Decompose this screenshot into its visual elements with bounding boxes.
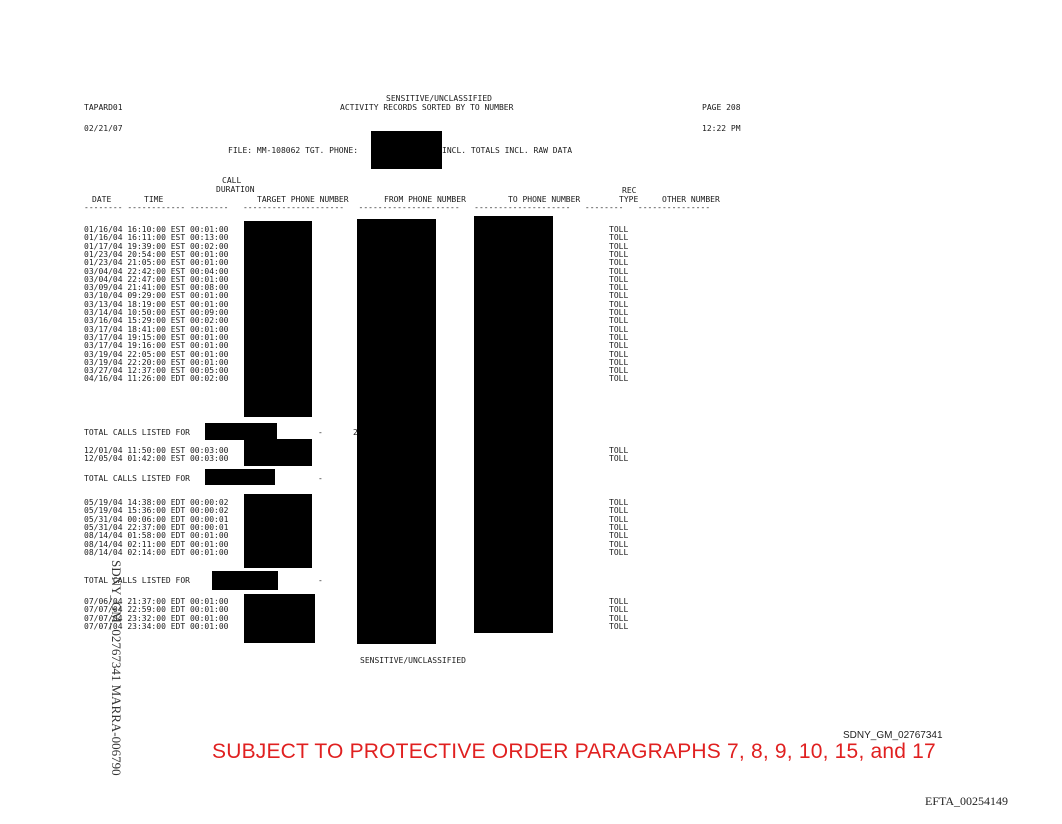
record-type: TOLL	[609, 349, 629, 359]
record-type: TOLL	[609, 531, 629, 541]
record-datetime-duration: 07/06/04 21:37:00 EDT 00:01:00	[84, 597, 229, 606]
record-type: TOLL	[609, 613, 629, 623]
record-datetime-duration: 08/14/04 02:14:00 EDT 00:01:00	[84, 547, 229, 557]
header-rule: -------- ------------ -------- --------------------- --------------------- -------------------- -------- ---------------	[84, 203, 711, 212]
total-count-1: 2	[353, 428, 358, 437]
efta-number: EFTA_00254149	[925, 794, 1009, 808]
record-type: TOLL	[609, 233, 629, 243]
table-row	[84, 341, 629, 351]
record-type: TOLL	[609, 454, 629, 464]
col-from-phone: FROM PHONE NUMBER	[384, 195, 466, 204]
record-type: TOLL	[609, 547, 629, 557]
record-datetime-duration: 05/19/04 15:36:00 EDT 00:00:02	[84, 506, 229, 516]
redaction-target-group3	[244, 494, 312, 568]
record-datetime-duration: 03/27/04 12:37:00 EST 00:05:00	[84, 366, 229, 376]
page-number: PAGE 208	[702, 103, 741, 112]
report-date: 02/21/07	[84, 124, 123, 133]
redaction-from-column	[357, 219, 436, 644]
total-calls-1: TOTAL CALLS LISTED FOR	[84, 428, 190, 437]
record-datetime-duration: 12/05/04 01:42:00 EST 00:03:00	[84, 454, 229, 464]
record-type: TOLL	[609, 539, 629, 549]
total-sep-1: -	[318, 428, 323, 437]
record-datetime-duration: 07/07/04 23:32:00 EDT 00:01:00	[84, 613, 229, 623]
redaction-total2	[205, 469, 275, 485]
record-type: TOLL	[609, 274, 629, 284]
record-datetime-duration: 12/01/04 11:50:00 EST 00:03:00	[84, 446, 229, 455]
record-datetime-duration: 08/14/04 01:58:00 EDT 00:01:00	[84, 531, 229, 541]
redaction-to-column	[474, 216, 553, 633]
redaction-target-group1	[244, 221, 312, 417]
record-type: TOLL	[609, 374, 629, 384]
record-datetime-duration: 01/23/04 21:05:00 EST 00:01:00	[84, 258, 229, 268]
record-type: TOLL	[609, 249, 629, 259]
record-type: TOLL	[609, 225, 629, 234]
record-type: TOLL	[609, 258, 629, 268]
record-datetime-duration: 08/14/04 02:11:00 EDT 00:01:00	[84, 539, 229, 549]
record-type: TOLL	[609, 332, 629, 342]
sdny-bates: SDNY_GM_02767341	[843, 730, 943, 741]
record-datetime-duration: 03/19/04 22:20:00 EST 00:01:00	[84, 357, 229, 367]
record-type: TOLL	[609, 597, 629, 606]
classification-bottom: SENSITIVE/UNCLASSIFIED	[360, 656, 466, 665]
record-datetime-duration: 03/17/04 19:15:00 EST 00:01:00	[84, 332, 229, 342]
table-row	[84, 454, 629, 464]
vertical-bates-stamp: SDNY_GM_02767341 MARRA-006790	[109, 560, 124, 776]
table-row	[84, 374, 629, 384]
record-datetime-duration: 07/07/04 23:34:00 EDT 00:01:00	[84, 621, 229, 631]
record-type: TOLL	[609, 241, 629, 251]
col-other-number: OTHER NUMBER	[662, 195, 720, 204]
total-calls-2: TOTAL CALLS LISTED FOR	[84, 474, 190, 483]
col-rec-label: REC	[622, 186, 637, 195]
total-sep-2: -	[318, 474, 323, 483]
record-datetime-duration: 05/31/04 22:37:00 EDT 00:00:01	[84, 522, 229, 532]
record-type: TOLL	[609, 299, 629, 309]
record-datetime-duration: 01/16/04 16:11:00 EST 00:13:00	[84, 233, 229, 243]
col-call-label: CALL	[222, 176, 242, 185]
record-datetime-duration: 03/19/04 22:05:00 EST 00:01:00	[84, 349, 229, 359]
col-rec-type: TYPE	[619, 195, 639, 204]
record-datetime-duration: 03/17/04 18:41:00 EST 00:01:00	[84, 324, 229, 334]
redaction-total3	[212, 571, 278, 590]
record-type: TOLL	[609, 506, 629, 516]
record-type: TOLL	[609, 316, 629, 326]
record-type: TOLL	[609, 605, 629, 615]
col-time: TIME	[144, 195, 164, 204]
protective-order-notice: SUBJECT TO PROTECTIVE ORDER PARAGRAPHS 7, 8, 9, 10, 15, and 17	[212, 740, 936, 763]
col-duration-label: DURATION	[216, 185, 255, 194]
record-type: TOLL	[609, 498, 629, 507]
record-datetime-duration: 03/14/04 10:50:00 EST 00:09:00	[84, 308, 229, 317]
report-title: ACTIVITY RECORDS SORTED BY TO NUMBER	[340, 103, 514, 112]
table-row	[84, 531, 629, 541]
record-datetime-duration: 05/31/04 00:06:00 EDT 00:00:01	[84, 514, 229, 524]
record-type: TOLL	[609, 308, 629, 317]
record-datetime-duration: 03/16/04 15:29:00 EST 00:02:00	[84, 316, 229, 326]
record-type: TOLL	[609, 366, 629, 376]
record-type: TOLL	[609, 357, 629, 367]
total-sep-3: -	[318, 576, 323, 585]
record-datetime-duration: 03/04/04 22:47:00 EST 00:01:00	[84, 274, 229, 284]
record-type: TOLL	[609, 522, 629, 532]
file-line-suffix: INCL. TOTALS INCL. RAW DATA	[442, 146, 573, 155]
record-datetime-duration: 03/04/04 22:42:00 EST 00:04:00	[84, 266, 229, 276]
record-type: TOLL	[609, 266, 629, 276]
record-datetime-duration: 05/19/04 14:38:00 EDT 00:00:02	[84, 498, 229, 507]
col-date: DATE	[92, 195, 112, 204]
redaction-total1	[205, 423, 277, 440]
record-datetime-duration: 01/17/04 19:39:00 EST 00:02:00	[84, 241, 229, 251]
record-datetime-duration: 03/17/04 19:16:00 EST 00:01:00	[84, 341, 229, 351]
classification-top: SENSITIVE/UNCLASSIFIED	[386, 94, 492, 103]
record-type: TOLL	[609, 341, 629, 351]
record-type: TOLL	[609, 283, 629, 293]
record-datetime-duration: 07/07/04 22:59:00 EDT 00:01:00	[84, 605, 229, 615]
record-datetime-duration: 03/09/04 21:41:00 EST 00:08:00	[84, 283, 229, 293]
record-type: TOLL	[609, 621, 629, 631]
record-datetime-duration: 01/16/04 16:10:00 EST 00:01:00	[84, 225, 229, 234]
record-datetime-duration: 03/13/04 18:19:00 EST 00:01:00	[84, 299, 229, 309]
redaction-target-group2	[244, 439, 312, 466]
record-datetime-duration: 03/10/04 09:29:00 EST 00:01:00	[84, 291, 229, 301]
report-id: TAPARD01	[84, 103, 123, 112]
record-type: TOLL	[609, 291, 629, 301]
col-target-phone: TARGET PHONE NUMBER	[257, 195, 349, 204]
redaction-target-group4	[244, 594, 315, 643]
col-to-phone: TO PHONE NUMBER	[508, 195, 581, 204]
file-line-prefix: FILE: MM-108062 TGT. PHONE:	[228, 146, 359, 155]
table-row	[84, 547, 629, 557]
record-type: TOLL	[609, 514, 629, 524]
redaction-target-phone	[371, 131, 442, 169]
record-datetime-duration: 01/23/04 20:54:00 EST 00:01:00	[84, 249, 229, 259]
record-datetime-duration: 04/16/04 11:26:00 EDT 00:02:00	[84, 374, 229, 384]
table-row	[84, 258, 629, 268]
record-type: TOLL	[609, 446, 629, 455]
record-type: TOLL	[609, 324, 629, 334]
total-calls-3: TOTAL CALLS LISTED FOR	[84, 576, 190, 585]
report-time: 12:22 PM	[702, 124, 741, 133]
